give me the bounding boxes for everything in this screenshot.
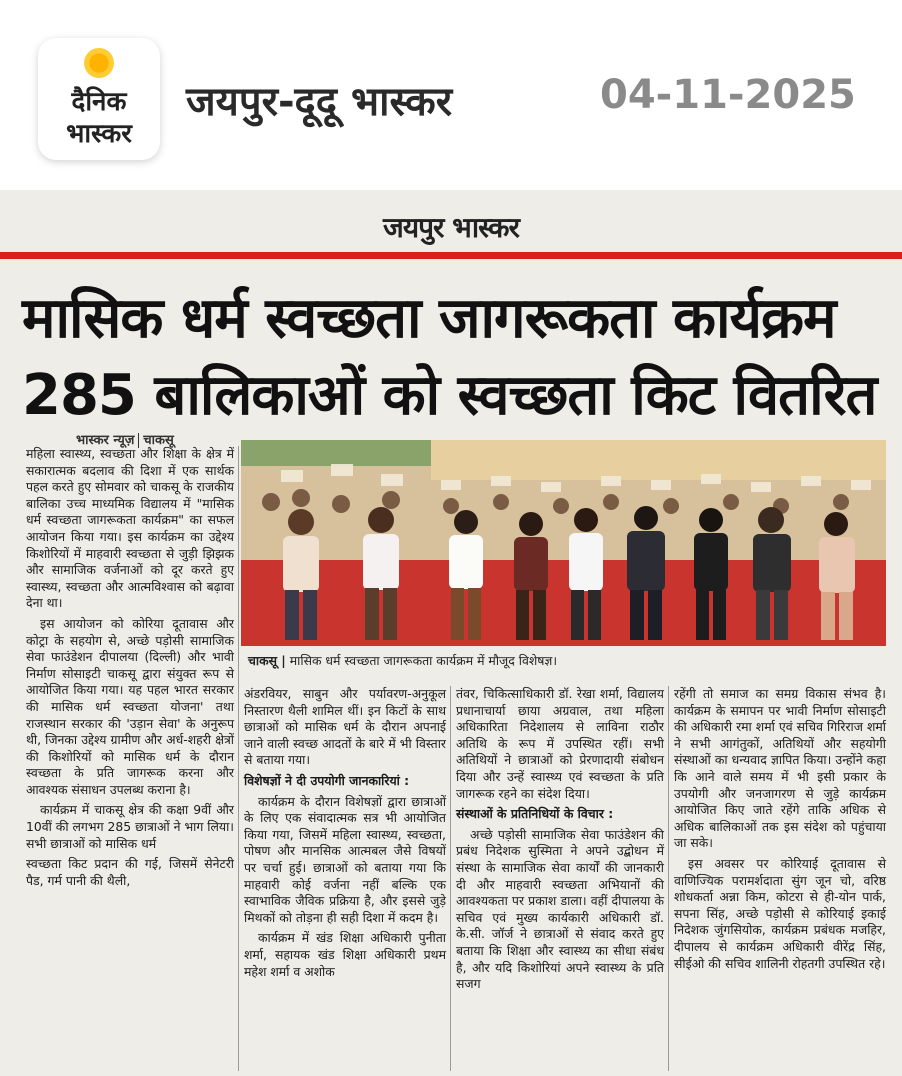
article-column-1	[26, 446, 234, 893]
article-column-2	[244, 686, 446, 984]
col2-paragraph-1: अंडरवियर, साबुन और पर्यावरण-अनुकूल निस्तारण थैली शामिल थीं। इन किटों के साथ छात्राओं को मासिक धर्म के दौरान अपनाई जाने वाली स्वच्छ आदतों के बारे में भी विस्तार से बताया गया।	[244, 686, 446, 768]
photo-caption	[248, 652, 878, 669]
col4-paragraph-2: इस अवसर पर कोरियाई दूतावास से वाणिज्यिक परामर्शदाता सुंग जून चो, वरिष्ठ शोधकर्ता अन्ना किम, कोटरा से ही-योन पार्क, सपना सिंह, अच्छे पड़ोसी से कोरियाई इकाई निदेशक जुंगसियोक, कार्यक्रम प्रबंधक मजहिर, दीपालय से कार्यक्रम अधिकारी वीरेंद्र सिंह, सीईओ की सचिव शालिनी रोहतगी उपस्थित रहे।	[674, 855, 886, 971]
col1-paragraph-4: स्वच्छता किट प्रदान की गई, जिसमें सेनेटरी पैड, गर्म पानी की थैली,	[26, 856, 234, 888]
headline-line-1: मासिक धर्म स्वच्छता जागरूकता कार्यक्रम	[22, 286, 836, 351]
col1-paragraph-1: महिला स्वास्थ्य, स्वच्छता और शिक्षा के क्षेत्र में सकारात्मक बदलाव की दिशा में एक सार्थक पहल करते हुए सोमवार को चाकसू के राजकीय बालिका उच्च माध्यमिक विद्यालय में "मासिक धर्म स्वच्छता जागरूकता कार्यक्रम" का सफल आयोजन किया गया। इस कार्यक्रम का उद्देश्य किशोरियों में माहवारी स्वच्छता से जुड़ी झिझक और सामाजिक वर्जनाओं को दूर करते हुए स्वास्थ्य, स्वच्छता और आत्मविश्वास को बढ़ावा देना था।	[26, 446, 234, 611]
edition-date: 04-11-2025	[600, 72, 856, 118]
col2-paragraph-2: कार्यक्रम के दौरान विशेषज्ञों द्वारा छात्राओं के लिए एक संवादात्मक सत्र भी आयोजित किया गया, जिसमें महिला स्वास्थ्य, स्वच्छता, पोषण और मानसिक आत्मबल जैसे विषयों पर चर्चा हुई। छात्राओं को बताया गया कि माहवारी कोई वर्जना नहीं बल्कि एक स्वाभाविक जैविक प्रक्रिया है, और इससे जुड़े मिथकों को तोड़ना ही सही दिशा में कदम है।	[244, 793, 446, 925]
caption-text: मासिक धर्म स्वच्छता जागरूकता कार्यक्रम में मौजूद विशेषज्ञ।	[289, 653, 558, 668]
edition-title: जयपुर-दूदू भास्कर	[186, 79, 453, 125]
col2-paragraph-3: कार्यक्रम में खंड शिक्षा अधिकारी पुनीता शर्मा, सहायक खंड शिक्षा अधिकारी प्रथम महेश शर्मा व अशोक	[244, 930, 446, 979]
col3-subheading: संस्थाओं के प्रतिनिधियों के विचार :	[456, 806, 614, 822]
col2-subheading: विशेषज्ञों ने दी उपयोगी जानकारियां :	[244, 772, 410, 788]
dainik-bhaskar-logo[interactable]	[38, 38, 160, 160]
logo-line-2: भास्कर	[66, 119, 132, 149]
section-masthead: जयपुर भास्कर	[383, 211, 519, 244]
event-photo	[241, 440, 886, 646]
column-divider-2	[450, 686, 451, 1071]
column-divider-1	[238, 446, 239, 1071]
byline-source: भास्कर न्यूज़	[76, 433, 135, 448]
caption-place: चाकसू |	[248, 653, 286, 668]
logo-line-1: दैनिक	[71, 87, 127, 117]
article-column-3	[456, 686, 664, 997]
col4-paragraph-1: रहेंगी तो समाज का समग्र विकास संभव है। कार्यक्रम के समापन पर भावी निर्माण सोसाइटी की अधिकारी रमा शर्मा एवं सचिव गिरिराज शर्मा ने सभी आगंतुकों, अतिथियों और सहयोगी संस्थाओं का धन्यवाद ज्ञापित किया। उन्होंने कहा कि आने वाले समय में भी इसी प्रकार के उपयोगी और जनजागरण से जुड़े कार्यक्रम आयोजित किए जाते रहेंगे ताकि अधिक से अधिक बालिकाओं तक इस संदेश को पहुंचाया जा सके।	[674, 686, 886, 851]
byline-place: चाकसू	[143, 433, 174, 448]
col1-paragraph-3: कार्यक्रम में चाकसू क्षेत्र की कक्षा 9वीं और 10वीं की लगभग 285 छात्राओं ने भाग लिया। सभी छात्राओं को मासिक धर्म	[26, 802, 234, 851]
event-photo-illustration	[241, 440, 886, 646]
sun-icon	[84, 48, 114, 78]
column-divider-3	[668, 686, 669, 1071]
col3-paragraph-1: तंवर, चिकित्साधिकारी डॉ. रेखा शर्मा, विद्यालय प्रधानाचार्या छाया अग्रवाल, तथा महिला अधिकारिता निदेशालय से लाविना राठौर अतिथि के रूप में उपस्थित रहीं। सभी अतिथियों ने छात्राओं को प्रेरणादायी संबोधन दिया और उन्हें स्वास्थ्य एवं स्वच्छता के प्रति जागरूक रहने का संदेश दिया।	[456, 686, 664, 801]
headline-line-2: 285 बालिकाओं को स्वच्छता किट वितरित	[22, 363, 877, 428]
col1-paragraph-2: इस आयोजन को कोरिया दूतावास और कोट्रा के सहयोग से, अच्छे पड़ोसी सामाजिक सेवा फाउंडेशन दीपालया (दिल्ली) और भावी निर्माण सोसाइटी चाकसू द्वारा संयुक्त रूप से आयोजित किया गया। यह पहल भारत सरकार की मासिक धर्म स्वच्छता योजना' तथा राजस्थान सरकार की 'उड़ान सेवा' के अनुरूप थी, जिनका उद्देश्य ग्रामीण और अर्ध-शहरी क्षेत्रों की किशोरियों को मासिक धर्म के दौरान स्वच्छता के प्रति जागरूक करना और आवश्यक संसाधन उपलब्ध कराना है।	[26, 615, 234, 797]
masthead-rule	[0, 252, 902, 259]
article-column-4	[674, 686, 886, 976]
col3-paragraph-2: अच्छे पड़ोसी सामाजिक सेवा फाउंडेशन की प्रबंध निदेशक सुस्मिता ने अपने उद्बोधन में संस्था के सामाजिक सेवा कार्यों की जानकारी दी और माहवारी स्वच्छता अभियानों की आवश्यकता पर प्रकाश डाला। वहीं दीपालया के सचिव एवं मुख्य कार्यकारी अधिकारी डॉ. के.सी. जॉर्ज ने छात्राओं से संवाद करते हुए बताया कि शिक्षा और स्वास्थ्य का सीधा संबंध है, और यदि किशोरियां अपने स्वास्थ्य के प्रति सजग	[456, 826, 664, 992]
